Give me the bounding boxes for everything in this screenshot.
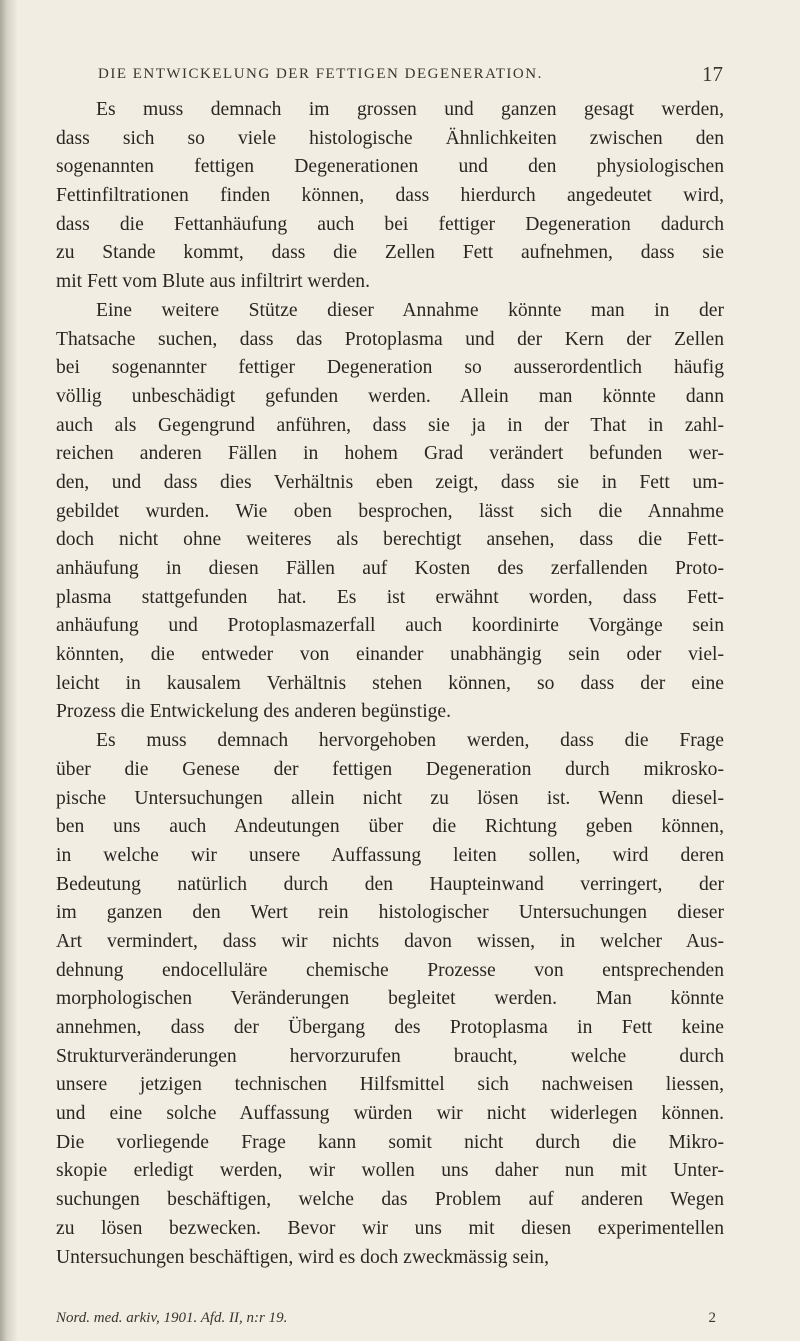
paragraph (56, 727, 724, 1272)
text-line: anhäufung und Protoplasmazerfall auch koordinirte Vorgänge sein (56, 615, 724, 637)
text-line: im ganzen den Wert rein histologischer Untersuchungen dieser (56, 902, 724, 924)
text-line: Es muss demnach hervorgehoben werden, dass die Frage (96, 730, 724, 752)
text-line: könnten, die entweder von einander unabhängig sein oder viel- (56, 644, 724, 666)
text-line: sogenannten fettigen Degenerationen und den physiologischen (56, 156, 724, 178)
text-line: dass sich so viele histologische Ähnlichkeiten zwischen den (56, 127, 724, 149)
text-line: skopie erledigt werden, wir wollen uns daher nun mit Unter- (56, 1160, 724, 1182)
text-line: doch nicht ohne weiteres als berechtigt ansehen, dass die Fett- (56, 529, 724, 551)
text-line: Die vorliegende Frage kann somit nicht durch die Mikro- (56, 1131, 724, 1153)
text-line: Eine weitere Stütze dieser Annahme könnte man in der (96, 299, 724, 321)
text-line: in welche wir unsere Auffassung leiten sollen, wird deren (56, 844, 724, 866)
text-line: ben uns auch Andeutungen über die Richtung geben können, (56, 816, 724, 838)
text-line: annehmen, dass der Übergang des Protoplasma in Fett keine (56, 1017, 724, 1038)
text-line: Thatsache suchen, dass das Protoplasma und der Kern der Zellen (56, 328, 724, 350)
text-line: Strukturveränderungen hervorzurufen braucht, welche durch (56, 1045, 724, 1067)
text-line: und eine solche Auffassung würden wir nicht widerlegen können. (56, 1103, 724, 1125)
text-line: Fettinfiltrationen finden können, dass hierdurch angedeutet wird, (56, 185, 724, 207)
text-line: Bedeutung natürlich durch den Haupteinwand verringert, der (56, 873, 724, 895)
paragraph (56, 96, 724, 297)
header-title: DIE ENTWICKELUNG DER FETTIGEN DEGENERATION. (98, 66, 543, 82)
text-line: anhäufung in diesen Fällen auf Kosten des zerfallenden Proto- (56, 558, 724, 579)
text-line: suchungen beschäftigen, welche das Problem auf anderen Wegen (56, 1189, 724, 1211)
text-line: Untersuchungen beschäftigen, wird es doch zweckmässig sein, (56, 1246, 549, 1268)
text-line: den, und dass dies Verhältnis eben zeigt, dass sie in Fett um- (56, 471, 724, 493)
text-line: Prozess die Entwickelung des anderen begünstige. (56, 701, 452, 723)
text-line: morphologischen Veränderungen begleitet werden. Man könnte (56, 988, 724, 1010)
text-line: zu lösen bezwecken. Bevor wir uns mit diesen experimentellen (56, 1217, 724, 1239)
body-text (56, 96, 724, 1272)
text-line: gebildet wurden. Wie oben besprochen, lässt sich die Annahme (56, 500, 724, 522)
text-line: dass die Fettanhäufung auch bei fettiger Degeneration dadurch (56, 213, 724, 235)
text-line: leicht in kausalem Verhältnis stehen können, so dass der eine (56, 672, 724, 694)
text-line: dehnung endocelluläre chemische Prozesse von entsprechenden (56, 959, 724, 981)
text-line: mit Fett vom Blute aus infiltrirt werden. (56, 271, 370, 293)
running-header (98, 62, 723, 90)
text-line: unsere jetzigen technischen Hilfsmittel sich nachweisen liessen, (56, 1074, 724, 1096)
text-line: zu Stande kommt, dass die Zellen Fett aufnehmen, dass sie (56, 242, 724, 264)
page-number: 17 (702, 62, 723, 86)
text-line: pische Untersuchungen allein nicht zu lösen ist. Wenn diesel- (56, 787, 724, 809)
text-line: bei sogenannter fettiger Degeneration so ausserordentlich häufig (56, 357, 724, 379)
text-line: auch als Gegengrund anführen, dass sie ja in der That in zahl- (56, 414, 724, 436)
paragraph (56, 297, 724, 727)
page-footer (56, 1310, 716, 1332)
text-line: plasma stattgefunden hat. Es ist erwähnt worden, dass Fett- (56, 586, 724, 608)
text-line: völlig unbeschädigt gefunden werden. Allein man könnte dann (56, 385, 724, 407)
text-line: Art vermindert, dass wir nichts davon wissen, in welcher Aus- (56, 930, 724, 952)
text-line: über die Genese der fettigen Degeneration durch mikrosko- (56, 758, 724, 780)
text-line: Es muss demnach im grossen und ganzen gesagt werden, (96, 99, 724, 120)
text-line: reichen anderen Fällen in hohem Grad verändert befunden wer- (56, 443, 724, 465)
signature-mark: 2 (708, 1310, 716, 1326)
footer-citation: Nord. med. arkiv, 1901. Afd. II, n:r 19. (56, 1310, 288, 1326)
page-edge (0, 0, 18, 1341)
